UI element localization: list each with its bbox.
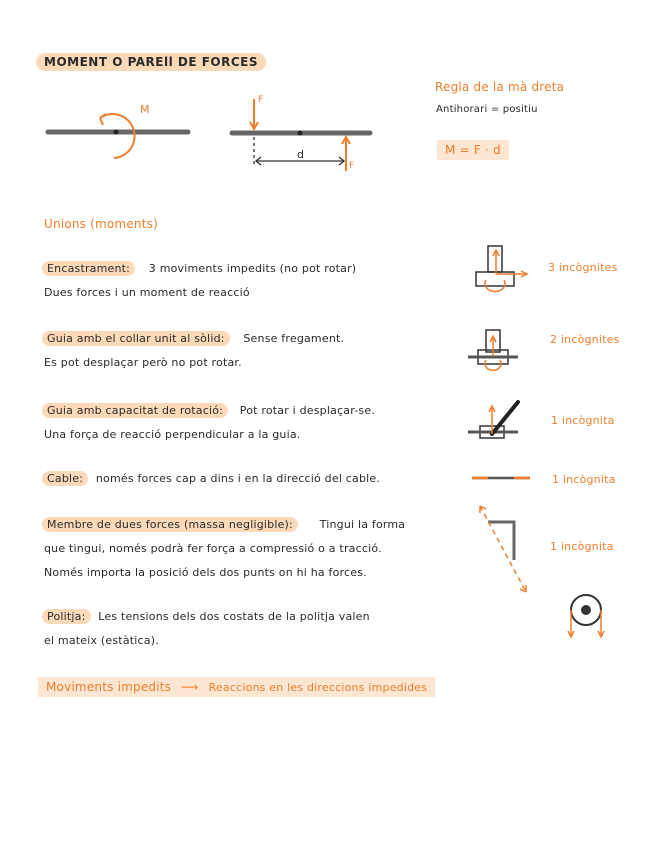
collar-guide-icon xyxy=(466,326,526,376)
unknowns-label: 2 incògnites xyxy=(550,333,620,346)
unknowns-label: 3 incògnites xyxy=(548,261,618,274)
union-text-line2: Una força de reacció perpendicular a la guia. xyxy=(44,428,301,441)
union-encastrament xyxy=(42,262,356,275)
force-label-top: F xyxy=(258,95,264,105)
union-label: Encastrament: xyxy=(42,261,135,276)
moment-diagram xyxy=(40,100,200,170)
distance-label: d xyxy=(297,148,305,161)
rotating-guide-icon xyxy=(466,398,526,448)
union-label: Guia amb capacitat de rotació: xyxy=(42,403,228,418)
union-cable xyxy=(42,472,380,485)
union-text-line1: Sense fregament. xyxy=(243,332,345,345)
summary-left: Moviments impedits xyxy=(46,680,172,694)
page-title: MOMENT O PAREll DE FORCES xyxy=(36,53,266,71)
two-force-member-icon xyxy=(474,500,544,600)
rule-title: Regla de la mà dreta xyxy=(435,80,565,94)
summary-box xyxy=(38,677,435,697)
union-text-line1: Tingui la forma xyxy=(319,518,406,531)
union-text-line1: Les tensions dels dos costats de la politja valen xyxy=(98,610,370,623)
encastrament-icon xyxy=(468,244,538,294)
arrow-icon: ⟶ xyxy=(181,680,199,694)
unknowns-label: 1 incògnita xyxy=(550,540,614,553)
union-pulley xyxy=(42,610,370,623)
union-text-line1: només forces cap a dins i en la direcció del cable. xyxy=(95,472,381,485)
rule-subtitle: Antihorari = positiu xyxy=(436,104,538,115)
moment-label: M xyxy=(140,103,150,116)
union-guia-rotacio xyxy=(42,404,375,417)
union-text-line3: Només importa la posició dels dos punts on hi ha forces. xyxy=(44,566,367,579)
union-guia-collar xyxy=(42,332,344,345)
force-label-bottom: F xyxy=(349,161,355,171)
summary-right: Reaccions en les direccions impedides xyxy=(208,681,428,694)
pulley-icon xyxy=(562,592,610,642)
union-label: Guia amb el collar unit al sòlid: xyxy=(42,331,230,346)
unknowns-label: 1 incògnita xyxy=(551,414,615,427)
force-couple-diagram xyxy=(228,95,378,180)
union-label: Politja: xyxy=(42,609,91,624)
union-text-line1: 3 moviments impedits (no pot rotar) xyxy=(148,262,357,275)
union-label: Membre de dues forces (massa negligible): xyxy=(42,517,298,532)
union-text-line2: Es pot desplaçar però no pot rotar. xyxy=(44,356,242,369)
union-text-line2: Dues forces i un moment de reacció xyxy=(44,286,250,299)
unknowns-label: 1 incògnita xyxy=(552,473,616,486)
union-text-line1: Pot rotar i desplaçar-se. xyxy=(239,404,376,417)
union-text-line2: que tingui, només podrà fer força a compressió o a tracció. xyxy=(44,542,382,555)
union-two-force-member xyxy=(42,518,405,531)
section-title: Unions (moments) xyxy=(44,217,158,231)
union-label: Cable: xyxy=(42,471,88,486)
cable-icon xyxy=(470,470,534,486)
union-text-line2: el mateix (estàtica). xyxy=(44,634,159,647)
formula-box: M = F · d xyxy=(437,140,509,160)
